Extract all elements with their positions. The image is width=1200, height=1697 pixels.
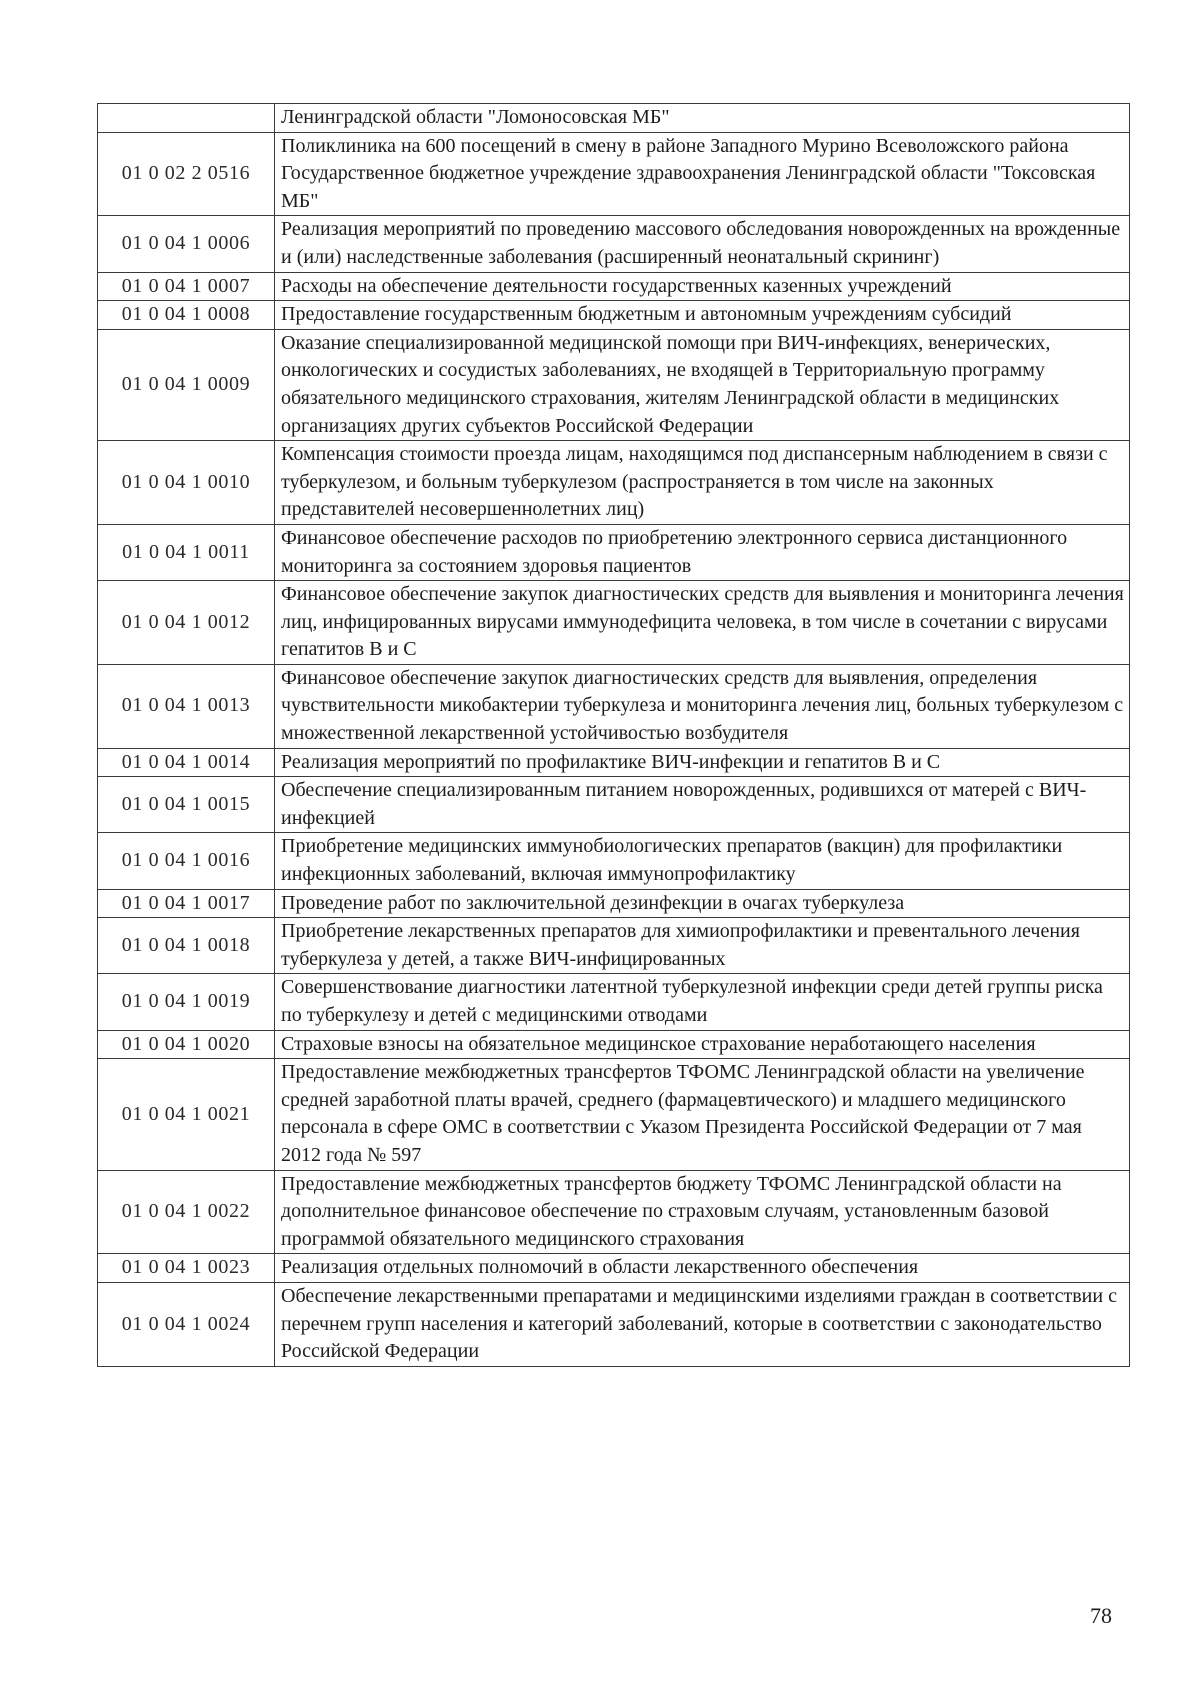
row-code-cell: 01 0 04 1 0015 <box>98 777 275 833</box>
table-row <box>98 1170 1130 1254</box>
row-description-cell: Предоставление межбюджетных трансфертов бюджету ТФОМС Ленинградской области на дополнительное финансовое обеспечение по страховым случаям, установленным базовой программой обязательного медицинского страхования <box>275 1170 1130 1254</box>
row-description-cell: Предоставление государственным бюджетным и автономным учреждениям субсидий <box>275 301 1130 330</box>
row-code-cell: 01 0 04 1 0016 <box>98 833 275 889</box>
table-row <box>98 889 1130 918</box>
row-code-cell: 01 0 04 1 0007 <box>98 272 275 301</box>
row-description-cell: Оказание специализированной медицинской помощи при ВИЧ-инфекциях, венерических, онкологических и сосудистых заболеваниях, не входящей в Территориальную программу обязательного медицинского страхования, жителям Ленинградской области в медицинских организациях других субъектов Российской Федерации <box>275 329 1130 440</box>
row-description-cell: Совершенствование диагностики латентной туберкулезной инфекции среди детей группы риска по туберкулезу и детей с медицинскими отводами <box>275 974 1130 1030</box>
row-description-cell: Предоставление межбюджетных трансфертов ТФОМС Ленинградской области на увеличение средней заработной платы врачей, среднего (фармацевтического) и младшего медицинского персонала в сфере ОМС в соответствии с Указом Президента Российской Федерации от 7 мая 2012 года № 597 <box>275 1059 1130 1170</box>
table-row <box>98 748 1130 777</box>
table-row <box>98 833 1130 889</box>
table-row <box>98 664 1130 748</box>
table-row <box>98 1282 1130 1366</box>
table-row <box>98 524 1130 580</box>
row-code-cell: 01 0 04 1 0020 <box>98 1030 275 1059</box>
table-row <box>98 104 1130 133</box>
row-code-cell: 01 0 04 1 0009 <box>98 329 275 440</box>
row-description-cell: Реализация отдельных полномочий в области лекарственного обеспечения <box>275 1254 1130 1283</box>
table-row <box>98 132 1130 216</box>
table-row <box>98 301 1130 330</box>
row-description-cell: Финансовое обеспечение расходов по приобретению электронного сервиса дистанционного мониторинга за состоянием здоровья пациентов <box>275 524 1130 580</box>
row-description-cell: Реализация мероприятий по проведению массового обследования новорожденных на врожденные и (или) наследственные заболевания (расширенный неонатальный скрининг) <box>275 216 1130 272</box>
page-number: 78 <box>1090 1603 1112 1628</box>
row-code-cell: 01 0 04 1 0023 <box>98 1254 275 1283</box>
row-description-cell: Реализация мероприятий по профилактике ВИЧ-инфекции и гепатитов В и С <box>275 748 1130 777</box>
row-description-cell: Страховые взносы на обязательное медицинское страхование неработающего населения <box>275 1030 1130 1059</box>
row-code-cell: 01 0 04 1 0017 <box>98 889 275 918</box>
table-row <box>98 581 1130 665</box>
row-code-cell: 01 0 04 1 0014 <box>98 748 275 777</box>
row-code-cell <box>98 104 275 133</box>
row-code-cell: 01 0 04 1 0006 <box>98 216 275 272</box>
table-row <box>98 1030 1130 1059</box>
table-row <box>98 974 1130 1030</box>
row-code-cell: 01 0 04 1 0024 <box>98 1282 275 1366</box>
row-code-cell: 01 0 04 1 0012 <box>98 581 275 665</box>
row-description-cell: Приобретение лекарственных препаратов для химиопрофилактики и превентального лечения туберкулеза у детей, а также ВИЧ-инфицированных <box>275 918 1130 974</box>
row-code-cell: 01 0 04 1 0008 <box>98 301 275 330</box>
row-code-cell: 01 0 04 1 0018 <box>98 918 275 974</box>
table-row <box>98 777 1130 833</box>
row-description-cell: Обеспечение лекарственными препаратами и медицинскими изделиями граждан в соответствии с перечнем групп населения и категорий заболеваний, которые в соответствии с законодательство Российской Федерации <box>275 1282 1130 1366</box>
row-code-cell: 01 0 04 1 0010 <box>98 441 275 525</box>
row-code-cell: 01 0 04 1 0021 <box>98 1059 275 1170</box>
table-body <box>98 104 1130 1367</box>
budget-classification-table <box>97 103 1130 1367</box>
table-row <box>98 1059 1130 1170</box>
table-row <box>98 918 1130 974</box>
row-description-cell: Приобретение медицинских иммунобиологических препаратов (вакцин) для профилактики инфекционных заболеваний, включая иммунопрофилактику <box>275 833 1130 889</box>
table-row <box>98 329 1130 440</box>
row-description-cell: Поликлиника на 600 посещений в смену в районе Западного Мурино Всеволожского района Государственное бюджетное учреждение здравоохранения Ленинградской области "Токсовская МБ" <box>275 132 1130 216</box>
row-description-cell: Компенсация стоимости проезда лицам, находящимся под диспансерным наблюдением в связи с туберкулезом, и больным туберкулезом (распространяется в том числе на законных представителей несовершеннолетних лиц) <box>275 441 1130 525</box>
row-code-cell: 01 0 04 1 0019 <box>98 974 275 1030</box>
row-description-cell: Финансовое обеспечение закупок диагностических средств для выявления, определения чувствительности микобактерии туберкулеза и мониторинга лечения лиц, больных туберкулезом с множественной лекарственной устойчивостью возбудителя <box>275 664 1130 748</box>
row-code-cell: 01 0 02 2 0516 <box>98 132 275 216</box>
row-code-cell: 01 0 04 1 0013 <box>98 664 275 748</box>
row-code-cell: 01 0 04 1 0011 <box>98 524 275 580</box>
row-description-cell: Ленинградской области "Ломоносовская МБ" <box>275 104 1130 133</box>
row-description-cell: Обеспечение специализированным питанием новорожденных, родившихся от матерей с ВИЧ- инфекцией <box>275 777 1130 833</box>
table-row <box>98 1254 1130 1283</box>
row-description-cell: Проведение работ по заключительной дезинфекции в очагах туберкулеза <box>275 889 1130 918</box>
row-description-cell: Расходы на обеспечение деятельности государственных казенных учреждений <box>275 272 1130 301</box>
row-code-cell: 01 0 04 1 0022 <box>98 1170 275 1254</box>
row-description-cell: Финансовое обеспечение закупок диагностических средств для выявления и мониторинга лечения лиц, инфицированных вирусами иммунодефицита человека, в том числе в сочетании с вирусами гепатитов В и С <box>275 581 1130 665</box>
table-row <box>98 441 1130 525</box>
table-row <box>98 272 1130 301</box>
table-row <box>98 216 1130 272</box>
